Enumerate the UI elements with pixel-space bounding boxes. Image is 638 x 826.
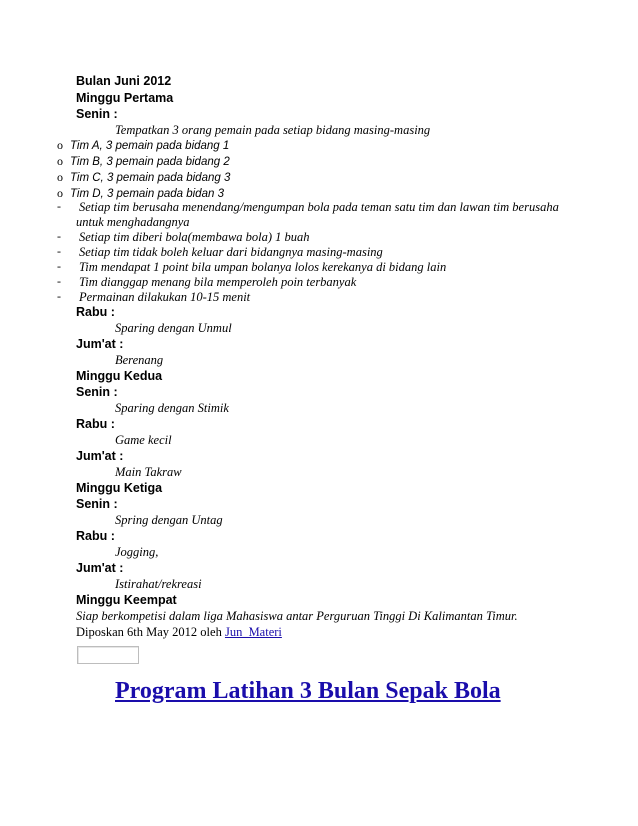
week1-senin-desc: Tempatkan 3 orang pemain pada setiap bidang masing-masing bbox=[115, 123, 431, 137]
week2-jumat-label: Jum'at : bbox=[76, 449, 124, 463]
week2-rabu-desc: Game kecil bbox=[115, 433, 172, 447]
rule-item: Setiap tim berusaha menendang/mengumpan bola pada teman satu tim dan lawan tim berusaha bbox=[79, 200, 559, 214]
team-item-a: Tim A, 3 pemain pada bidang 1 bbox=[70, 140, 230, 152]
rule-item: Tim mendapat 1 point bila umpan bolanya lolos kerekanya di bidang lain bbox=[79, 260, 447, 274]
bullet-marker: o bbox=[57, 186, 63, 200]
bullet-marker: o bbox=[57, 170, 63, 184]
next-post-title-link[interactable]: Program Latihan 3 Bulan Sepak Bola bbox=[115, 678, 501, 704]
week3-rabu-desc: Jogging, bbox=[115, 545, 159, 559]
rule-item: Setiap tim diberi bola(membawa bola) 1 buah bbox=[79, 230, 310, 244]
rule-item: Permainan dilakukan 10-15 menit bbox=[79, 290, 251, 304]
week2-senin-label: Senin : bbox=[76, 385, 118, 399]
team-item-c: Tim C, 3 pemain pada bidang 3 bbox=[70, 172, 231, 184]
comment-box[interactable] bbox=[77, 646, 139, 664]
rule-item: Tim dianggap menang bila memperoleh poin terbanyak bbox=[79, 275, 357, 289]
week1-jumat-desc: Berenang bbox=[115, 353, 164, 367]
month-heading: Bulan Juni 2012 bbox=[76, 74, 172, 88]
bullet-marker: o bbox=[57, 154, 63, 168]
week3-senin-desc: Spring dengan Untag bbox=[115, 513, 223, 527]
week1-jumat-label: Jum'at : bbox=[76, 337, 124, 351]
posted-line bbox=[76, 624, 282, 640]
team-item-d: Tim D, 3 pemain pada bidan 3 bbox=[70, 188, 224, 200]
bullet-marker: o bbox=[57, 138, 63, 152]
rule-item-continuation: untuk menghadangnya bbox=[76, 215, 190, 229]
week3-jumat-label: Jum'at : bbox=[76, 561, 124, 575]
week4-title: Minggu Keempat bbox=[76, 593, 177, 607]
week1-rabu-label: Rabu : bbox=[76, 305, 115, 319]
dash-marker: - bbox=[57, 274, 61, 288]
week1-title: Minggu Pertama bbox=[76, 91, 174, 105]
dash-marker: - bbox=[57, 259, 61, 273]
week2-senin-desc: Sparing dengan Stimik bbox=[115, 401, 229, 415]
posted-prefix: Diposkan 6th May 2012 oleh bbox=[76, 625, 225, 639]
dash-marker: - bbox=[57, 199, 61, 213]
dash-marker: - bbox=[57, 244, 61, 258]
week1-rabu-desc: Sparing dengan Unmul bbox=[115, 321, 232, 335]
dash-marker: - bbox=[57, 289, 61, 303]
dash-marker: - bbox=[57, 229, 61, 243]
week3-senin-label: Senin : bbox=[76, 497, 118, 511]
week1-senin-label: Senin : bbox=[76, 107, 118, 121]
week3-rabu-label: Rabu : bbox=[76, 529, 115, 543]
team-item-b: Tim B, 3 pemain pada bidang 2 bbox=[70, 156, 230, 168]
week3-title: Minggu Ketiga bbox=[76, 481, 163, 495]
rule-item: Setiap tim tidak boleh keluar dari bidangnya masing-masing bbox=[79, 245, 383, 259]
week4-desc: Siap berkompetisi dalam liga Mahasiswa antar Perguruan Tinggi Di Kalimantan Timur. bbox=[76, 609, 518, 623]
week2-jumat-desc: Main Takraw bbox=[115, 465, 182, 479]
week2-title: Minggu Kedua bbox=[76, 369, 163, 383]
week2-rabu-label: Rabu : bbox=[76, 417, 115, 431]
week3-jumat-desc: Istirahat/rekreasi bbox=[115, 577, 202, 591]
author-link[interactable]: Jun_Materi bbox=[224, 625, 282, 639]
